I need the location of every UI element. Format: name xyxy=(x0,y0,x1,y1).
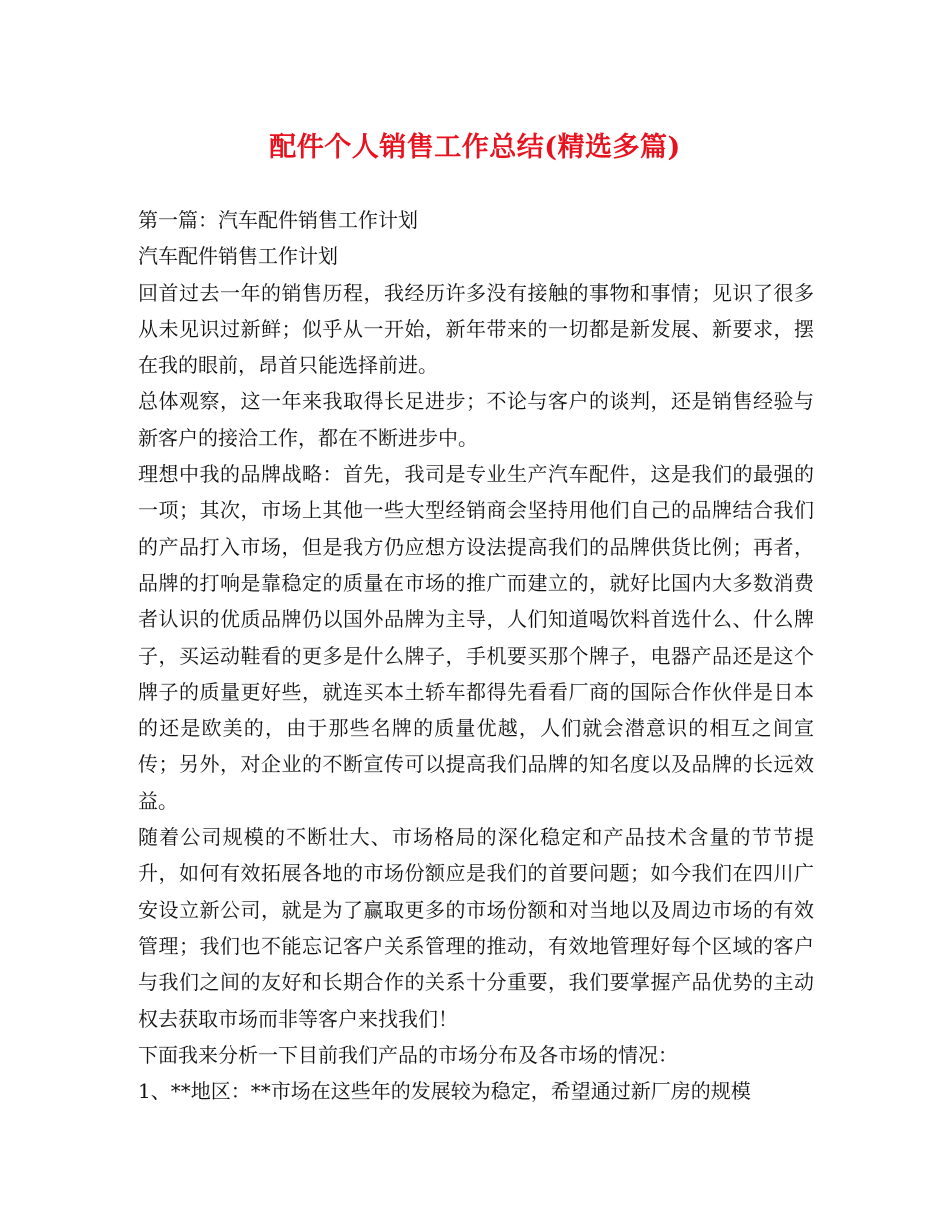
paragraph: 下面我来分析一下目前我们产品的市场分布及各市场的情况： xyxy=(138,1042,678,1067)
document-body xyxy=(138,202,814,1109)
subheading: 汽车配件销售工作计划 xyxy=(138,244,338,269)
paragraph: 理想中我的品牌战略：首先，我司是专业生产汽车配件，这是我们的最强的一项；其次，市场上其他一些大型经销商会坚持用他们自己的品牌结合我们的产品打入市场，但是我方仍应想方设法提高我们的品牌供货比例；再者，品牌的打响是靠稳定的质量在市场的推广而建立的，就好比国内大多数消费者认识的优质品牌仍以国外品牌为主导，人们知道喝饮料首选什么、什么牌子，买运动鞋看的更多是什么牌子，手机要买那个牌子，电器产品还是这个牌子的质量更好些，就连买本土轿车都得先看看厂商的国际合作伙伴是日本的还是欧美的，由于那些名牌的质量优越，人们就会潜意识的相互之间宣传；另外，对企业的不断宣传可以提高我们品牌的知名度以及品牌的长远效益。 xyxy=(138,462,814,813)
paragraph: 总体观察，这一年来我取得长足进步；不论与客户的谈判，还是销售经验与新客户的接洽工作，都在不断进步中。 xyxy=(138,389,814,450)
section-heading: 第一篇：汽车配件销售工作计划 xyxy=(138,208,418,232)
paragraph: 随着公司规模的不断壮大、市场格局的深化稳定和产品技术含量的节节提升，如何有效拓展各地的市场份额应是我们的首要问题；如今我们在四川广安设立新公司，就是为了赢取更多的市场份额和对当地以及周边市场的有效管理；我们也不能忘记客户关系管理的推动，有效地管理好每个区域的客户与我们之间的友好和长期合作的关系十分重要，我们要掌握产品优势的主动权去获取市场而非等客户来找我们！ xyxy=(138,825,814,1031)
document-title: 配件个人销售工作总结(精选多篇) xyxy=(269,132,681,163)
paragraph: 1、**地区：**市场在这些年的发展较为稳定，希望通过新厂房的规模 xyxy=(138,1079,751,1104)
paragraph: 回首过去一年的销售历程，我经历许多没有接触的事物和事情；见识了很多从未见识过新鲜；似乎从一开始，新年带来的一切都是新发展、新要求，摆在我的眼前，昂首只能选择前进。 xyxy=(138,280,814,378)
